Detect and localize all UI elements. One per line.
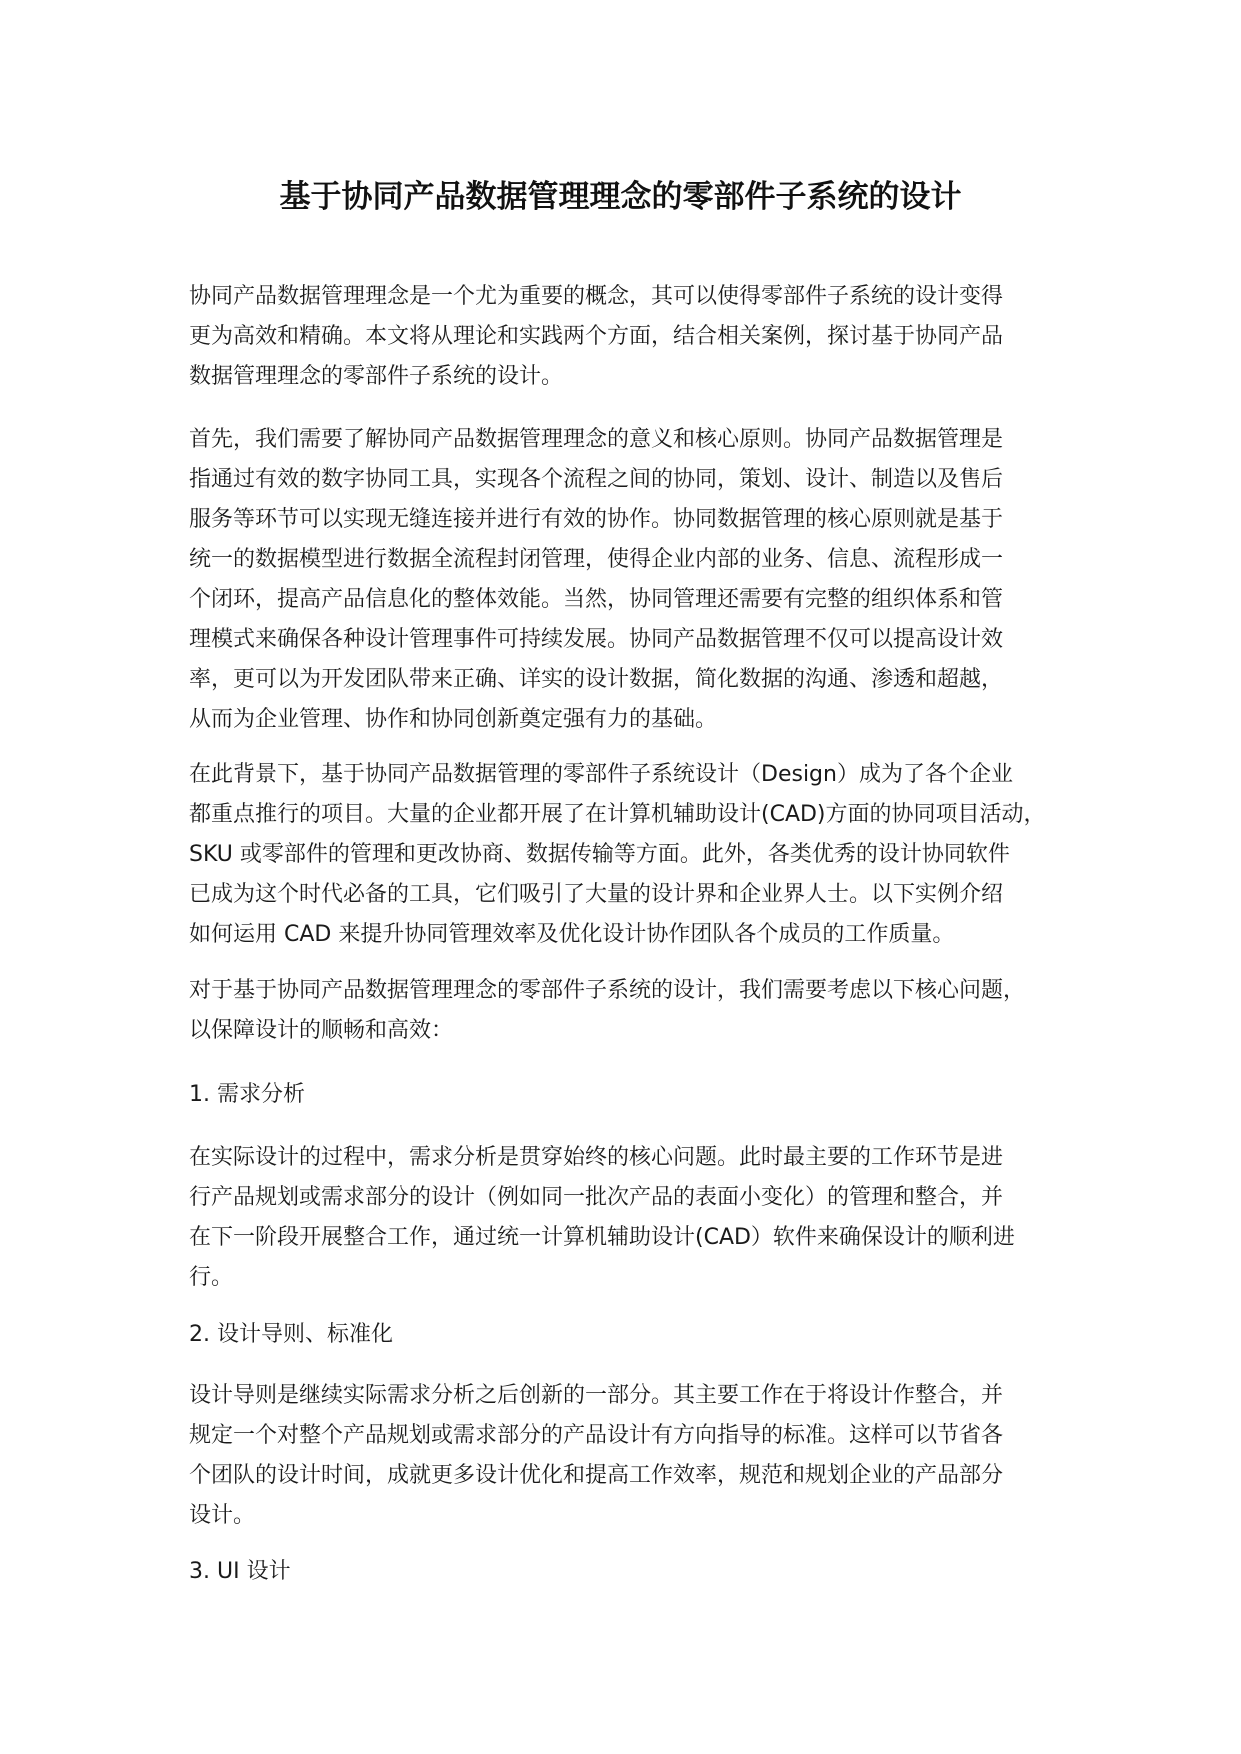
section-heading-ui-design — [189, 1552, 1089, 1592]
paragraph-line: 个团队的设计时间，成就更多设计优化和提高工作效率，规范和规划企业的产品部分 — [189, 1463, 1004, 1488]
paragraph-line: 在此背景下，基于协同产品数据管理的零部件子系统设计（Design）成为了各个企业 — [189, 762, 1013, 787]
section-heading: 3. UI 设计 — [189, 1559, 291, 1584]
paragraph-line: 服务等环节可以实现无缝连接并进行有效的协作。协同数据管理的核心原则就是基于 — [189, 507, 1004, 532]
paragraph-line: 协同产品数据管理理念是一个尤为重要的概念，其可以使得零部件子系统的设计变得 — [189, 284, 1004, 309]
paragraph-line: 以保障设计的顺畅和高效： — [189, 1018, 454, 1043]
paragraph-line: 更为高效和精确。本文将从理论和实践两个方面，结合相关案例，探讨基于协同产品 — [189, 324, 1004, 349]
paragraph-principles — [189, 420, 1089, 740]
paragraph-line: 设计。 — [189, 1503, 256, 1528]
section-heading-requirements — [189, 1075, 1089, 1115]
paragraph-line: 在下一阶段开展整合工作，通过统一计算机辅助设计(CAD）软件来确保设计的顺利进 — [189, 1225, 1015, 1250]
section-heading: 1. 需求分析 — [189, 1082, 305, 1107]
paragraph-line: 行产品规划或需求部分的设计（例如同一批次产品的表面小变化）的管理和整合，并 — [189, 1185, 1004, 1210]
paragraph-line: 从而为企业管理、协作和协同创新奠定强有力的基础。 — [189, 707, 718, 732]
paragraph-intro — [189, 277, 1089, 397]
paragraph-line: 如何运用 CAD 来提升协同管理效率及优化设计协作团队各个成员的工作质量。 — [189, 922, 955, 947]
paragraph-line: 设计导则是继续实际需求分析之后创新的一部分。其主要工作在于将设计作整合，并 — [189, 1383, 1004, 1408]
section-heading: 2. 设计导则、标准化 — [189, 1322, 393, 1347]
paragraph-line: 规定一个对整个产品规划或需求部分的产品设计有方向指导的标准。这样可以节省各 — [189, 1423, 1004, 1448]
paragraph-line: 已成为这个时代必备的工具，它们吸引了大量的设计界和企业界人士。以下实例介绍 — [189, 882, 1004, 907]
paragraph-line: SKU 或零部件的管理和更改协商、数据传输等方面。此外，各类优秀的设计协同软件 — [189, 842, 1010, 867]
section-heading-guidelines — [189, 1315, 1089, 1355]
paragraph-line: 都重点推行的项目。大量的企业都开展了在计算机辅助设计(CAD)方面的协同项目活动， — [189, 802, 1046, 827]
paragraph-line: 指通过有效的数字协同工具，实现各个流程之间的协同，策划、设计、制造以及售后 — [189, 467, 1004, 492]
paragraph-line: 对于基于协同产品数据管理理念的零部件子系统的设计，我们需要考虑以下核心问题， — [189, 978, 1026, 1003]
paragraph-line: 首先，我们需要了解协同产品数据管理理念的意义和核心原则。协同产品数据管理是 — [189, 427, 1004, 452]
paragraph-line: 行。 — [189, 1265, 234, 1290]
paragraph-line: 统一的数据模型进行数据全流程封闭管理，使得企业内部的业务、信息、流程形成一 — [189, 547, 1004, 572]
paragraph-line: 率，更可以为开发团队带来正确、详实的设计数据，简化数据的沟通、渗透和超越， — [189, 667, 1004, 692]
paragraph-line: 在实际设计的过程中，需求分析是贯穿始终的核心问题。此时最主要的工作环节是进 — [189, 1145, 1004, 1170]
paragraph-core-issues — [189, 971, 1089, 1051]
paragraph-guidelines — [189, 1376, 1089, 1536]
paragraph-background — [189, 755, 1089, 955]
paragraph-requirements — [189, 1138, 1089, 1298]
document-title: 基于协同产品数据管理理念的零部件子系统的设计 — [279, 179, 962, 215]
paragraph-line: 理模式来确保各种设计管理事件可持续发展。协同产品数据管理不仅可以提高设计效 — [189, 627, 1004, 652]
paragraph-line: 个闭环，提高产品信息化的整体效能。当然，协同管理还需要有完整的组织体系和管 — [189, 587, 1004, 612]
paragraph-line: 数据管理理念的零部件子系统的设计。 — [189, 364, 564, 389]
